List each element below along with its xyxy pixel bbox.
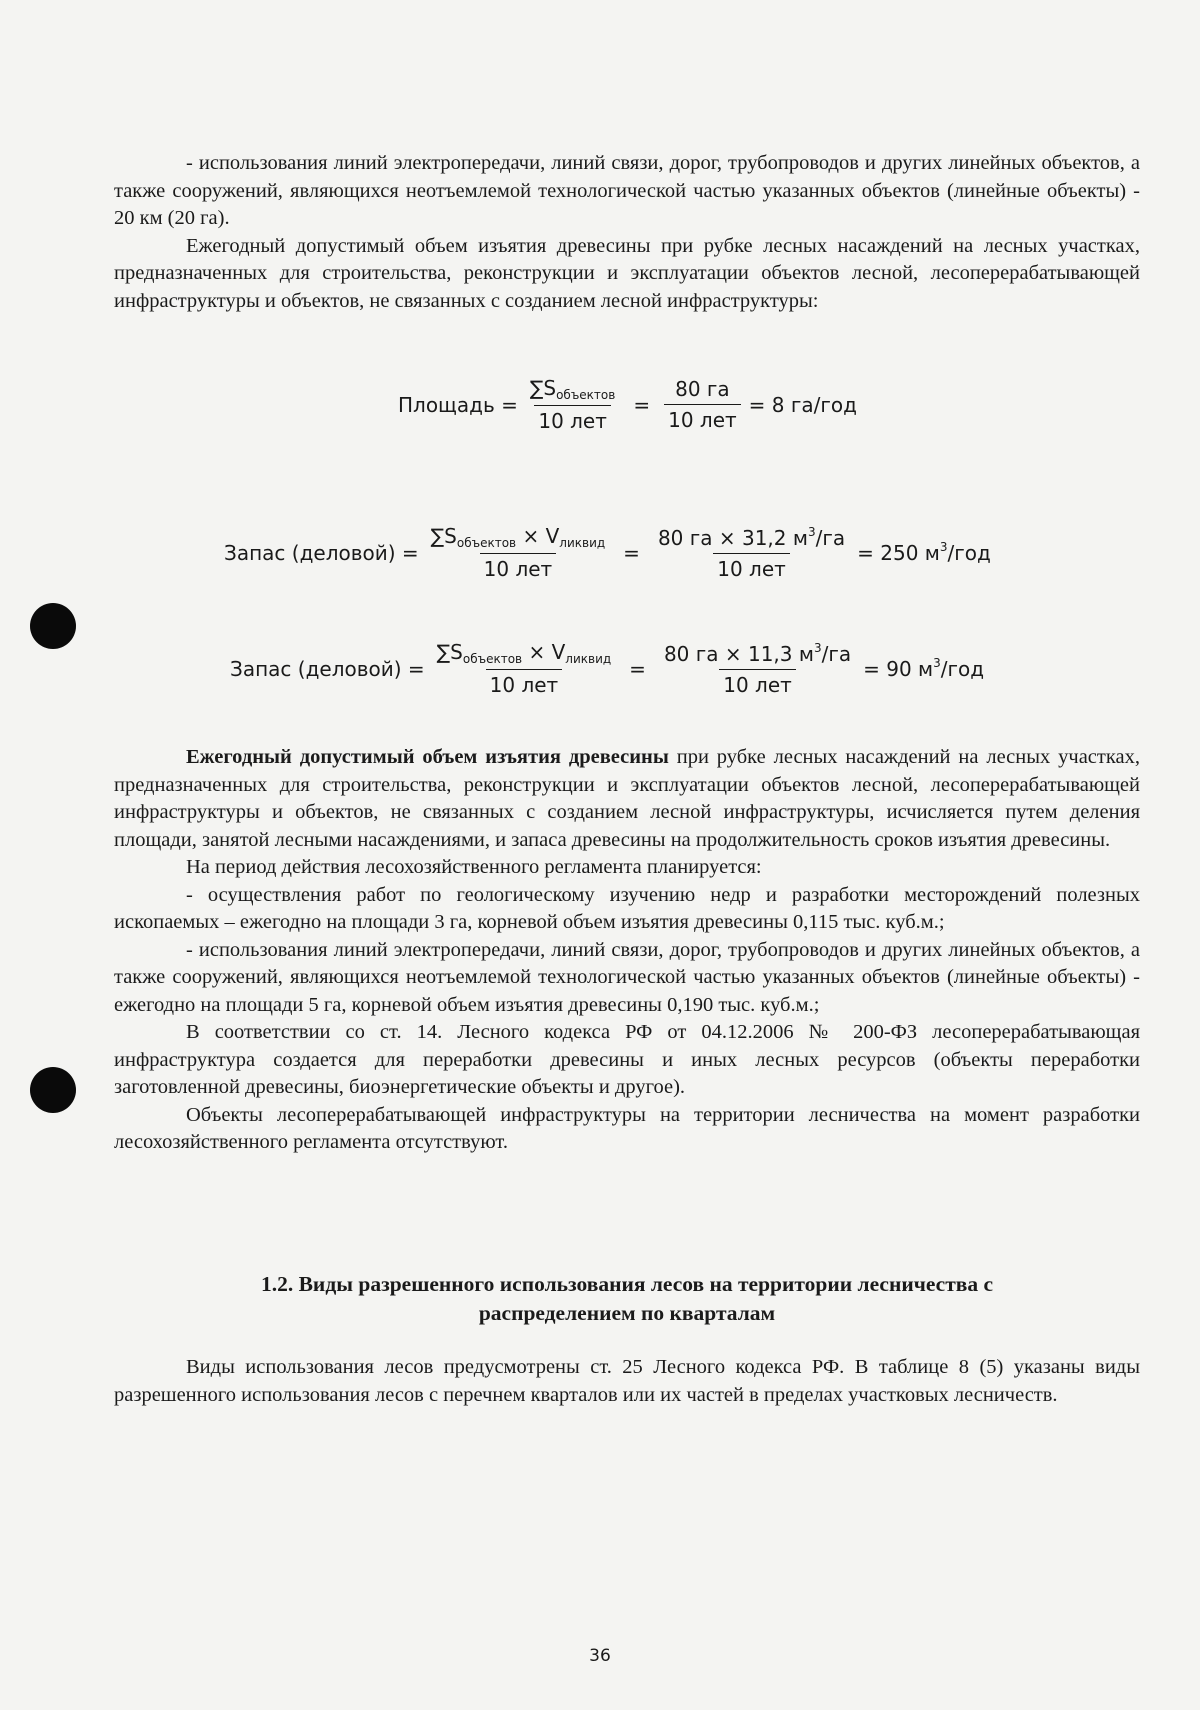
body-paragraph-4: На период действия лесохозяйственного регламента планируется: (186, 856, 762, 878)
cubic-superscript: 3 (813, 640, 822, 655)
section-heading-line-1: 1.2. Виды разрешенного использования лесов на территории лесничества с (260, 1272, 994, 1296)
punch-hole-upper (30, 603, 76, 649)
formula-stock-2-label: Запас (деловой) = (230, 656, 425, 681)
objects-subscript: объектов (456, 536, 517, 550)
fraction-numerator: 80 га (675, 377, 730, 401)
intro-paragraph-2: Ежегодный допустимый объем изъятия древесины при рубке лесных насаждений на лесных участках, предназначенных для строительства, реконструкции и эксплуатации объектов лесной, лесоперерабатывающей инфраструктуры и объектов, не связанных с созданием лесной инфраструктуры: (114, 234, 1140, 312)
page-number: 36 (589, 1646, 611, 1666)
per-hectare-unit: /га (815, 525, 846, 550)
cubic-superscript: 3 (807, 524, 816, 539)
intro-paragraph-1: - использования линий электропередачи, линий связи, дорог, трубопроводов и других линейных объектов, а также сооружений, являющихся неотъемлемой технологической частью указанных объектов (линейные объекты) - 20 км (20 га). (114, 152, 1140, 229)
body-paragraph-3 (114, 744, 1140, 854)
formula-stock-1-label: Запас (деловой) = (224, 540, 419, 565)
fraction-denominator: 10 лет (713, 553, 790, 581)
cubic-superscript: 3 (939, 540, 948, 554)
fraction-denominator: 10 лет (719, 669, 796, 697)
formula-stock-1-fraction-2 (654, 525, 849, 581)
fraction-numerator: 80 га × 31,2 м (657, 525, 808, 550)
formula-area-result: = 8 га/год (748, 392, 857, 417)
formula-area (398, 376, 857, 433)
formula-area-label: Площадь = (398, 392, 518, 417)
section-paragraph-9: Виды использования лесов предусмотрены ст. 25 Лесного кодекса РФ. В таблице 8 (5) указаны виды разрешенного использования лесов с перечнем кварталов или их частей в пределах участковых лесничеств. (114, 1356, 1140, 1406)
fraction-denominator: 10 лет (480, 553, 557, 581)
equals-sign: = (633, 392, 651, 417)
objects-subscript: объектов (556, 388, 616, 402)
fraction-denominator: 10 лет (534, 405, 611, 433)
liquid-subscript: ликвид (559, 536, 606, 550)
formula-stock-1-result (857, 540, 991, 565)
per-year-unit: /год (947, 541, 991, 565)
formula-stock-2-result (863, 656, 984, 681)
formula-stock-2-fraction-1 (433, 640, 616, 697)
objects-subscript: объектов (462, 652, 523, 666)
bold-lead-phrase: Ежегодный допустимый объем изъятия древесины (186, 746, 669, 768)
body-paragraph-8: Объекты лесоперерабатывающей инфраструктуры на территории лесничества на момент разработки лесохозяйственного регламента отсутствуют. (114, 1103, 1140, 1153)
liquid-subscript: ликвид (565, 652, 612, 666)
per-hectare-unit: /га (821, 641, 852, 666)
formula-stock-2-fraction-2 (660, 641, 855, 697)
body-paragraph-7: В соответствии со ст. 14. Лесного кодекса РФ от 04.12.2006 № 200-ФЗ лесоперерабатывающая инфраструктура создается для переработки древесины и иных лесных ресурсов (объекты переработки заготовленной древесины, биоэнергетические объекты и другое). (114, 1021, 1140, 1098)
section-body (114, 1354, 1140, 1409)
area-symbol: S (450, 640, 463, 664)
body-paragraph-6: - использования линий электропередачи, линий связи, дорог, трубопроводов и других линейных объектов, а также сооружений, являющихся неотъемлемой технологической частью указанных объектов (линейные объекты) - ежегодно на площади 5 га, корневой объем изъятия древесины 0,190 тыс. куб.м.; (114, 938, 1140, 1016)
result-value: = 90 м (863, 657, 934, 681)
formula-area-fraction-1 (526, 376, 619, 433)
formula-area-fraction-2 (664, 377, 741, 432)
formula-stock-1 (224, 524, 991, 581)
section-heading (114, 1270, 1140, 1328)
fraction-denominator: 10 лет (486, 669, 563, 697)
result-value: = 250 м (857, 541, 940, 565)
cubic-superscript: 3 (933, 656, 941, 670)
sum-symbol: ∑ (436, 640, 451, 664)
equals-sign: = (623, 540, 640, 565)
volume-symbol: × V (528, 640, 566, 664)
equals-sign: = (629, 656, 646, 681)
fraction-numerator: 80 га × 11,3 м (663, 641, 814, 666)
body-paragraph-5: - осуществления работ по геологическому изучению недр и разработки месторождений полезных ископаемых – ежегодно на площади 3 га, корневой объем изъятия древесины 0,115 тыс. куб.м.; (114, 883, 1140, 933)
area-symbol: S (444, 524, 457, 548)
paragraph-rest: при рубке лесных насаждений на лесных участках, предназначенных для строительства, реконструкции и эксплуатации объектов лесной, лесоперерабатывающей инфраструктуры и объектов, не связанных с созданием лесной инфраструктуры, исчисляется путем деления площади, занятой лесными насаждениями, и запаса древесины на продолжительность сроков изъятия древесины. (114, 746, 1140, 851)
section-heading-line-2: распределением по кварталам (478, 1301, 776, 1325)
body-section (114, 744, 1140, 1157)
intro-section (114, 150, 1140, 315)
per-year-unit: /год (940, 657, 985, 681)
sum-symbol: ∑ (430, 524, 445, 548)
volume-symbol: × V (522, 524, 560, 548)
punch-hole-lower (30, 1067, 76, 1113)
sum-symbol: ∑ (529, 376, 544, 400)
area-symbol: S (543, 376, 557, 400)
fraction-denominator: 10 лет (664, 404, 741, 432)
formula-stock-2 (230, 640, 984, 697)
formula-stock-1-fraction-1 (427, 524, 610, 581)
